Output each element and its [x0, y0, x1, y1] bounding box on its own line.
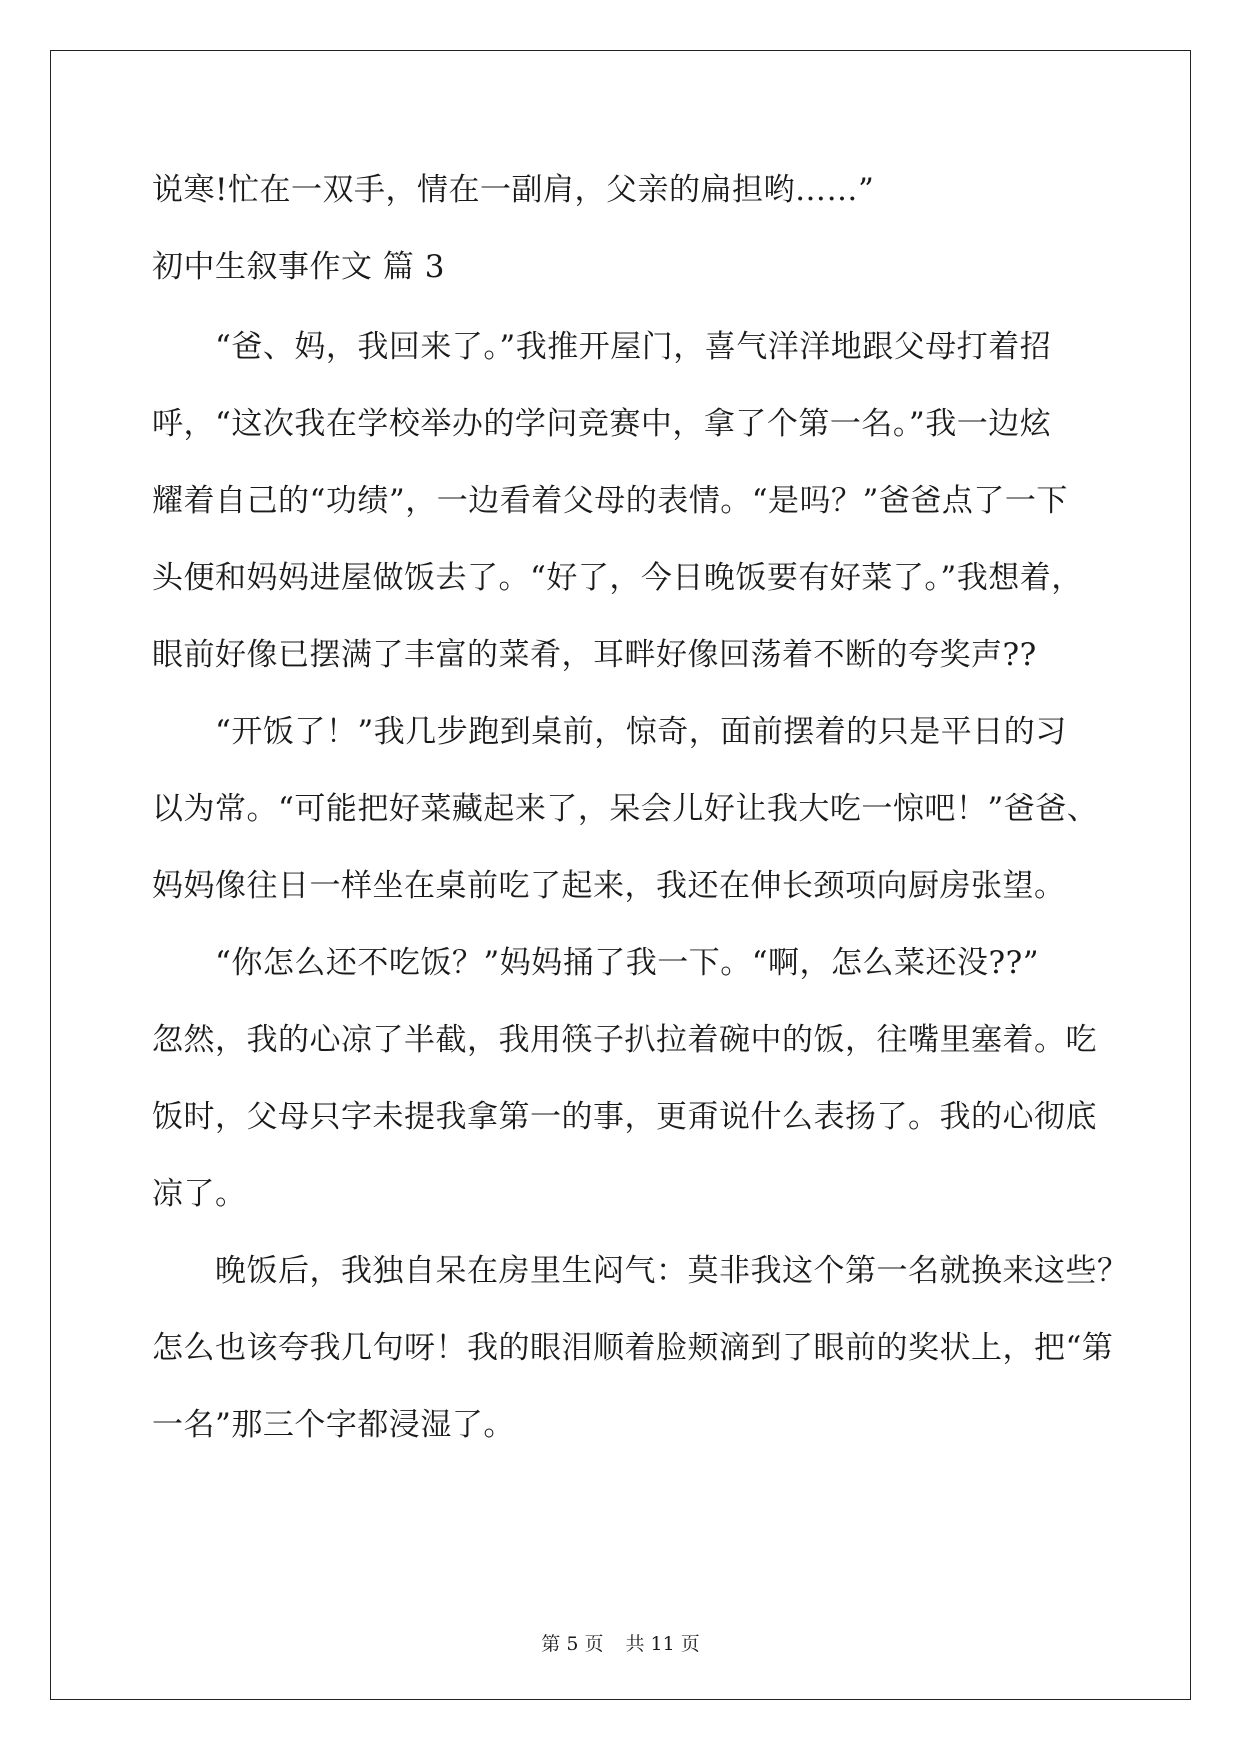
page-footer — [0, 1632, 1241, 1656]
text-line-13: 饭时，父母只字未提我拿第一的事，更甭说什么表扬了。我的心彻底 — [152, 1099, 1097, 1135]
text-line-17: 一名”那三个字都浸湿了。 — [152, 1407, 515, 1443]
text-line-10: 妈妈像往日一样坐在桌前吃了起来，我还在伸长颈项向厨房张望。 — [152, 868, 1066, 904]
text-line-7: 眼前好像已摆满了丰富的菜肴，耳畔好像回荡着不断的夸奖声?? — [152, 637, 1037, 673]
text-line-1: 说寒!忙在一双手，情在一副肩，父亲的扁担哟……” — [152, 172, 875, 208]
text-line-4: 呼，“这次我在学校举办的学问竞赛中，拿了个第一名。”我一边炫 — [152, 406, 1052, 442]
text-line-12: 忽然，我的心凉了半截，我用筷子扒拉着碗中的饭，往嘴里塞着。吃 — [152, 1022, 1097, 1058]
text-line-8: “开饭了！”我几步跑到桌前，惊奇，面前摆着的只是平日的习 — [152, 714, 1067, 750]
page-number: 第 5 页 — [541, 1633, 604, 1655]
text-line-3: “爸、妈，我回来了。”我推开屋门，喜气洋洋地跟父母打着招 — [152, 329, 1052, 365]
text-line-11: “你怎么还不吃饭？”妈妈捅了我一下。“啊，怎么菜还没??” — [152, 945, 1040, 981]
section-heading: 初中生叙事作文 篇 3 — [152, 249, 445, 285]
text-line-9: 以为常。“可能把好菜藏起来了，呆会儿好让我大吃一惊吧！”爸爸、 — [152, 791, 1099, 827]
text-line-15: 晚饭后，我独自呆在房里生闷气：莫非我这个第一名就换来这些？ — [152, 1253, 1129, 1289]
text-line-14: 凉了。 — [152, 1176, 247, 1212]
text-line-16: 怎么也该夸我几句呀！我的眼泪顺着脸颊滴到了眼前的奖状上，把“第 — [152, 1330, 1114, 1366]
text-line-5: 耀着自己的“功绩”，一边看着父母的表情。“是吗？”爸爸点了一下 — [152, 483, 1068, 519]
text-line-6: 头便和妈妈进屋做饭去了。“好了，今日晚饭要有好菜了。”我想着， — [152, 560, 1083, 596]
page-total: 共 11 页 — [625, 1633, 700, 1655]
